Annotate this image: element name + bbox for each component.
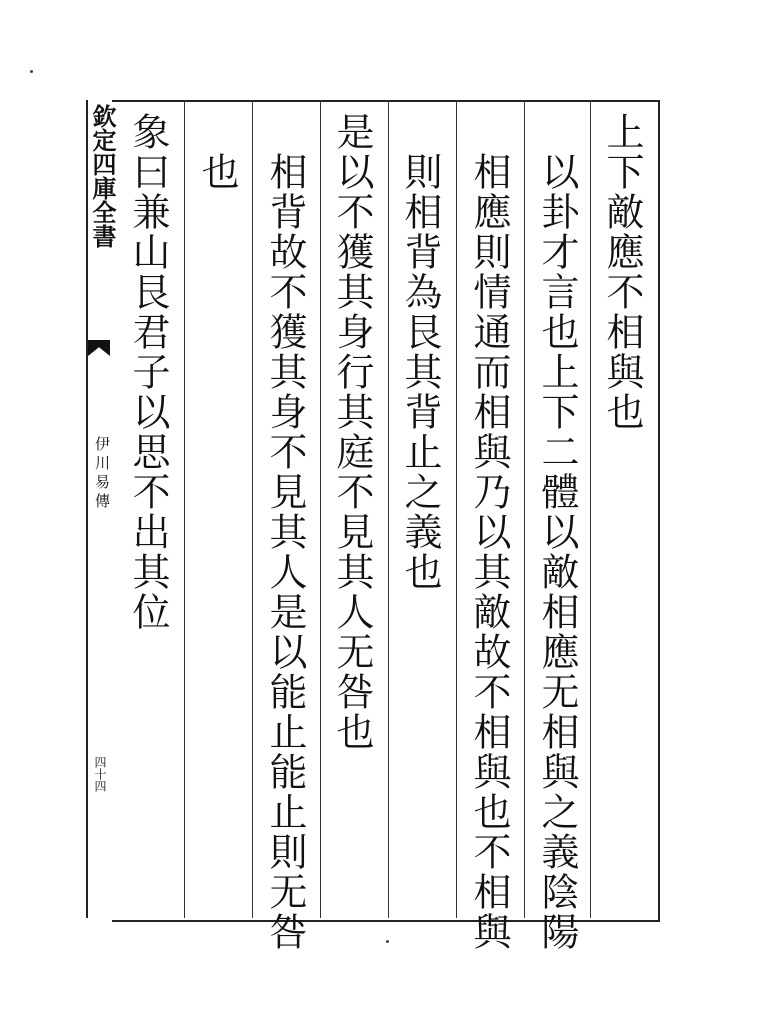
column-rule bbox=[456, 100, 457, 918]
text-column: 相背故不獲其身不見其人是以能止能止則无咎 bbox=[263, 152, 307, 952]
text-column: 上下敵應不相與也 bbox=[600, 112, 644, 432]
text-column: 象曰兼山艮君子以思不出其位 bbox=[126, 112, 170, 632]
column-rule bbox=[590, 100, 591, 918]
text-column: 相應則情通而相與乃以其敵故不相與也不相與 bbox=[467, 152, 511, 952]
collection-title: 欽定四庫全書 bbox=[88, 104, 117, 248]
column-rule bbox=[388, 100, 389, 918]
scan-speck bbox=[386, 940, 389, 943]
column-rule bbox=[524, 100, 525, 918]
text-column: 是以不獲其身行其庭不見其人无咎也 bbox=[330, 112, 374, 752]
column-rule bbox=[320, 100, 321, 918]
text-column: 也 bbox=[195, 152, 239, 192]
page-number: 四十四 bbox=[93, 756, 107, 792]
column-rule bbox=[184, 100, 185, 918]
book-title: 伊川易傳 bbox=[93, 436, 111, 512]
text-column: 則相背為艮其背止之義也 bbox=[398, 152, 442, 592]
column-rule bbox=[252, 100, 253, 918]
scan-speck bbox=[30, 70, 33, 73]
text-column: 以卦才言也上下二體以敵相應无相與之義陰陽 bbox=[535, 152, 579, 952]
